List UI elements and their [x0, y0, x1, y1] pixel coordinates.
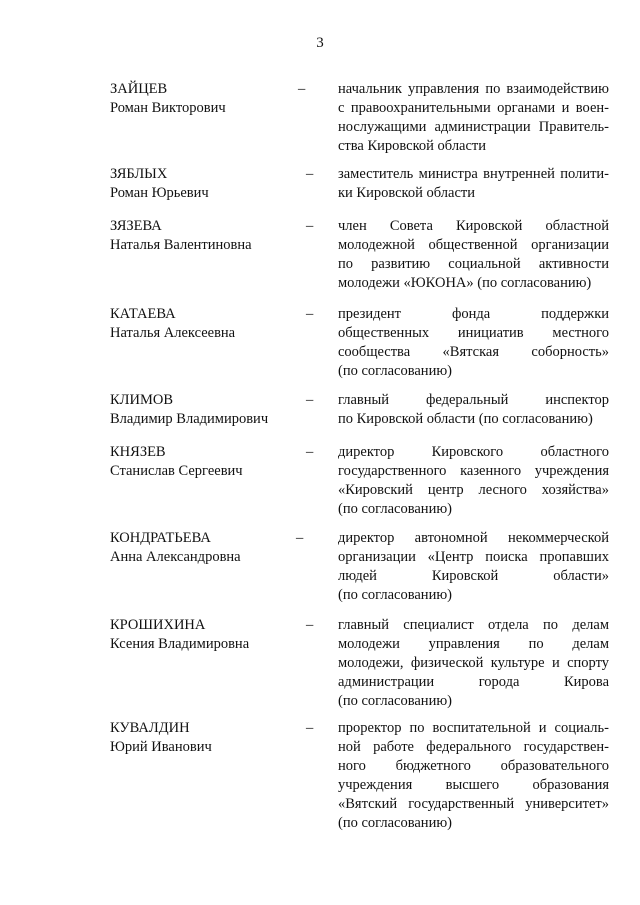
position-line: «Вятский государственный университет»	[338, 796, 609, 812]
member-position	[338, 305, 609, 381]
position-line: директор Кировского областного	[338, 444, 609, 460]
position-line: нослужащими администрации Правитель-	[338, 119, 609, 135]
position-line: «Кировский центр лесного хозяйства»	[338, 482, 609, 498]
dash-separator: –	[306, 392, 314, 408]
position-line: (по согласованию)	[338, 815, 452, 831]
position-line: ства Кировской области	[338, 138, 487, 154]
member-given-name: Анна Александровна	[110, 549, 241, 565]
position-line: людей Кировской области»	[338, 568, 609, 584]
member-position	[338, 616, 609, 711]
member-given-name: Станислав Сергеевич	[110, 463, 243, 479]
position-line: член Совета Кировской областной	[338, 218, 609, 234]
position-line: главный специалист отдела по делам	[338, 617, 609, 633]
position-line: молодежи «ЮКОНА» (по согласованию)	[338, 275, 592, 291]
position-line: директор автономной некоммерческой	[338, 530, 609, 546]
member-given-name: Наталья Алексеевна	[110, 325, 236, 341]
dash-separator: –	[298, 81, 306, 97]
position-line: по Кировской области (по согласованию)	[338, 411, 593, 427]
position-line: молодежной общественной организации	[338, 237, 609, 253]
member-position	[338, 443, 609, 519]
position-line: (по согласованию)	[338, 587, 452, 603]
member-surname: КАТАЕВА	[110, 306, 176, 322]
position-line: организации «Центр поиска пропавших	[338, 549, 609, 565]
position-line: общественных инициатив местного	[338, 325, 609, 341]
member-position	[338, 80, 609, 156]
position-line: (по согласованию)	[338, 501, 452, 517]
member-given-name: Роман Викторович	[110, 100, 226, 116]
position-line: сообщества «Вятская соборность»	[338, 344, 609, 360]
position-line: учреждения высшего образования	[338, 777, 609, 793]
member-given-name: Роман Юрьевич	[110, 185, 209, 201]
dash-separator: –	[306, 617, 314, 633]
member-position	[338, 529, 609, 605]
member-position	[338, 165, 609, 203]
member-position	[338, 391, 609, 429]
position-line: начальник управления по взаимодействию	[338, 81, 609, 97]
position-line: заместитель министра внутренней полити-	[338, 166, 609, 182]
position-line: проректор по воспитательной и социаль-	[338, 720, 609, 736]
position-line: главный федеральный инспектор	[338, 392, 609, 408]
dash-separator: –	[306, 166, 314, 182]
position-line: с правоохранительными органами и воен-	[338, 100, 609, 116]
position-line: ной работе федерального государствен-	[338, 739, 609, 755]
member-surname: КНЯЗЕВ	[110, 444, 166, 460]
dash-separator: –	[306, 218, 314, 234]
position-line: государственного казенного учреждения	[338, 463, 609, 479]
position-line: президент фонда поддержки	[338, 306, 609, 322]
position-line: молодежи управления по делам	[338, 636, 609, 652]
dash-separator: –	[306, 306, 314, 322]
position-line: (по согласованию)	[338, 693, 452, 709]
member-surname: КЛИМОВ	[110, 392, 174, 408]
position-line: ки Кировской области	[338, 185, 475, 201]
member-surname: ЗЯЗЕВА	[110, 218, 162, 234]
member-given-name: Наталья Валентиновна	[110, 237, 252, 253]
member-surname: ЗАЙЦЕВ	[110, 81, 168, 97]
position-line: по развитию социальной активности	[338, 256, 609, 272]
position-line: (по согласованию)	[338, 363, 452, 379]
member-surname: КУВАЛДИН	[110, 720, 190, 736]
dash-separator: –	[306, 720, 314, 736]
member-surname: ЗЯБЛЫХ	[110, 166, 168, 182]
page-number: 3	[316, 35, 324, 51]
dash-separator: –	[306, 444, 314, 460]
dash-separator: –	[296, 530, 304, 546]
member-given-name: Владимир Владимирович	[110, 411, 269, 427]
member-given-name: Юрий Иванович	[110, 739, 212, 755]
member-position	[338, 719, 609, 833]
position-line: администрации города Кирова	[338, 674, 609, 690]
member-given-name: Ксения Владимировна	[110, 636, 250, 652]
member-surname: КОНДРАТЬЕВА	[110, 530, 211, 546]
member-position	[338, 217, 609, 293]
position-line: ного бюджетного образовательного	[338, 758, 609, 774]
member-surname: КРОШИХИНА	[110, 617, 206, 633]
position-line: молодежи, физической культуре и спорту	[338, 655, 609, 671]
